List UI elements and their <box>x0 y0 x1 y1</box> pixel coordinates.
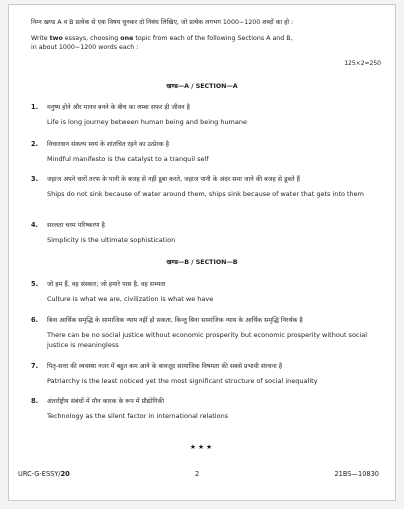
question-number: 1. <box>31 103 39 111</box>
section-a-heading: खण्ड—A / SECTION—A <box>166 83 238 90</box>
question-number: 4. <box>31 221 39 229</box>
question-hindi: पितृ-सत्ता की व्यवस्था नजर में बहुत कम आने के बावजूद सामाजिक विषमता की सबसे प्रभावी संरचना है <box>47 363 283 370</box>
exam-page <box>8 4 396 501</box>
instructions-text: topic from each of the following Sections A and B, <box>133 35 293 42</box>
instructions-english <box>31 34 379 52</box>
instructions-emphasis: two <box>49 35 63 42</box>
question-english: Culture is what we are, civilization is what we have <box>47 295 214 303</box>
instructions-text: Write <box>31 35 50 42</box>
footer-code-year: 20 <box>60 470 70 478</box>
question-number: 5. <box>31 280 39 288</box>
question-hindi: अंतर्राष्ट्रीय संबंधों में मौन कारक के रूप में प्रौद्योगिकी <box>47 398 164 405</box>
question-number: 7. <box>31 362 39 370</box>
question-number: 6. <box>31 316 39 324</box>
question-hindi: सरलता चरम परिष्करण है <box>47 222 105 229</box>
end-marker: ★★★ <box>189 443 215 451</box>
instructions-text: in about 1000−1200 words each : <box>31 44 139 51</box>
question-english: Patriarchy is the least noticed yet the most significant structure of social inequality <box>47 377 318 385</box>
section-b-heading: खण्ड—B / SECTION—B <box>166 259 238 266</box>
serial-number: 21BS—10830 <box>334 470 379 478</box>
question-english: Simplicity is the ultimate sophistication <box>47 236 176 244</box>
question-number: 8. <box>31 397 39 405</box>
question-number: 3. <box>31 175 39 183</box>
page-number: 2 <box>195 470 200 478</box>
question-english: Life is long journey between human being and being humane <box>47 118 247 126</box>
instructions-emphasis: one <box>120 35 134 42</box>
instructions-hindi: निम्न खण्ड A व B प्रत्येक से एक विषय चुनकर दो निबंध लिखिए, जो प्रत्येक लगभग 1000−1200 शब्दों का हो : <box>31 19 294 26</box>
question-english: There can be no social justice without economic prosperity but economic prosperity without social justice is meaningless <box>47 331 368 349</box>
instructions <box>31 18 379 52</box>
question-hindi: विचारवान संकल्प स्वयं के शांतचित रहने का उत्प्रेरक है <box>47 141 170 148</box>
question-hindi: जहाज अपने चारों तरफ के पानी के बजह से नहीं डूबा करते, जहाज पानी के अंदर समा जाने की बजह से डूबते हैं <box>47 176 300 183</box>
question-english: Mindful manifesto is the catalyst to a tranquil self <box>47 155 209 163</box>
question-english: Ships do not sink because of water around them, ships sink because of water that gets into them <box>47 190 364 198</box>
footer-code-prefix: URC-G-ESSY/ <box>18 470 61 478</box>
question-number: 2. <box>31 140 39 148</box>
question-hindi: जो हम हैं, वह संस्कार; जो हमारे पास है, वह सभ्यता <box>47 281 166 288</box>
footer-code <box>18 470 70 478</box>
marks-allocation: 125×2=250 <box>344 60 381 67</box>
instructions-text: essays, choosing <box>62 35 121 42</box>
question-hindi: मनुष्य होने और मानव बनने के बीच का लम्बा सफर ही जीवन है <box>47 104 191 111</box>
question-hindi: बिना आर्थिक समृद्धि के सामाजिक न्याय नहीं हो सकता, किन्तु बिना सामाजिक न्याय के आर्थिक समृद्धि निरर्थक है <box>47 317 303 324</box>
question-english: Technology as the silent factor in international relations <box>47 412 229 420</box>
